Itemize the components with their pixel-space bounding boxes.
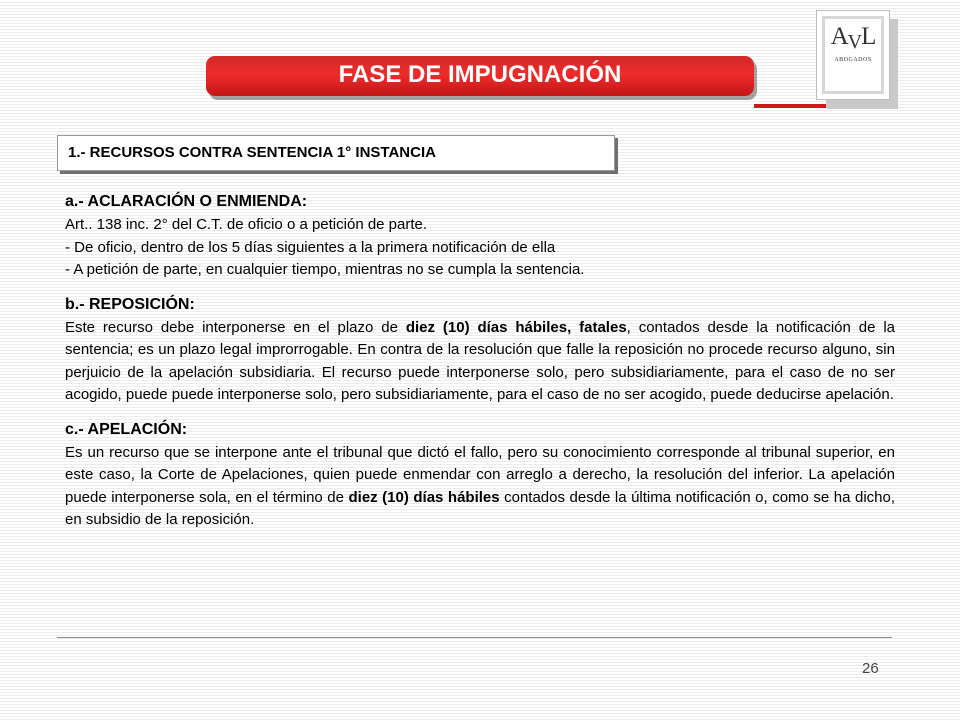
spacer (65, 282, 895, 296)
logo-subtitle: ABOGADOS (834, 57, 872, 63)
apelacion-text: contados desde la última notificación o, como se ha dicho, en subsidio de la reposición. (65, 488, 895, 528)
aclaracion-line: - De oficio, dentro de los 5 días siguientes a la primera notificación de ella (65, 238, 556, 256)
apelacion-paragraph (65, 442, 895, 532)
reposicion-paragraph (65, 317, 895, 407)
subheading-aclaracion: a.- ACLARACIÓN O ENMIENDA: (65, 193, 308, 210)
avl-logo (816, 10, 890, 100)
section-heading-box (57, 135, 615, 171)
apelacion-bold-term: diez (10) días hábiles (348, 488, 500, 506)
subheading-reposicion: b.- REPOSICIÓN: (65, 295, 195, 313)
logo-letter-v: V (847, 31, 862, 53)
apelacion-text: Es un recurso que se interpone ante el tribunal que dictó el fallo, pero su conocimiento corresponde al tribunal superior, en este caso, la Corte de Apelaciones, quien puede enmendar con arreglo a derecho, la resolución del inferior. La apelación puede interponerse sola, en el término de (65, 443, 895, 506)
page-number: 26 (862, 660, 879, 677)
logo-letter-a: A (830, 23, 848, 50)
footer-divider (57, 637, 892, 638)
logo-letter-l: L (861, 23, 876, 50)
subheading-apelacion: c.- APELACIÓN: (65, 420, 188, 438)
aclaracion-line: - A petición de parte, en cualquier tiempo, mientras no se cumpla la sentencia. (65, 261, 585, 278)
title-banner (206, 56, 754, 96)
logo-mark (817, 23, 889, 51)
body-content (65, 193, 895, 532)
reposicion-text: , contados desde la notificación de la sentencia; es un plazo legal improrrogable. En contra de la resolución que falle la reposición no procede recurso alguno, sin perjuicio de la apelación subsidiaria. El recurso puede interponerse solo, pero subsidiariamente, para el caso de no ser acogido, puede puede interponerse solo, pero subsidiariamente, para el caso de no ser acogido, puede deducirse apelación. (65, 318, 896, 403)
reposicion-bold-term: diez (10) días hábiles, fatales (405, 318, 627, 336)
reposicion-text: Este recurso debe interponerse en el plazo de (65, 318, 406, 336)
spacer (65, 407, 895, 421)
page-title: FASE DE IMPUGNACIÓN (338, 61, 622, 88)
section-heading: 1.- RECURSOS CONTRA SENTENCIA 1° INSTANCIA (68, 144, 436, 161)
aclaracion-line: Art.. 138 inc. 2° del C.T. de oficio o a petición de parte. (65, 216, 428, 233)
